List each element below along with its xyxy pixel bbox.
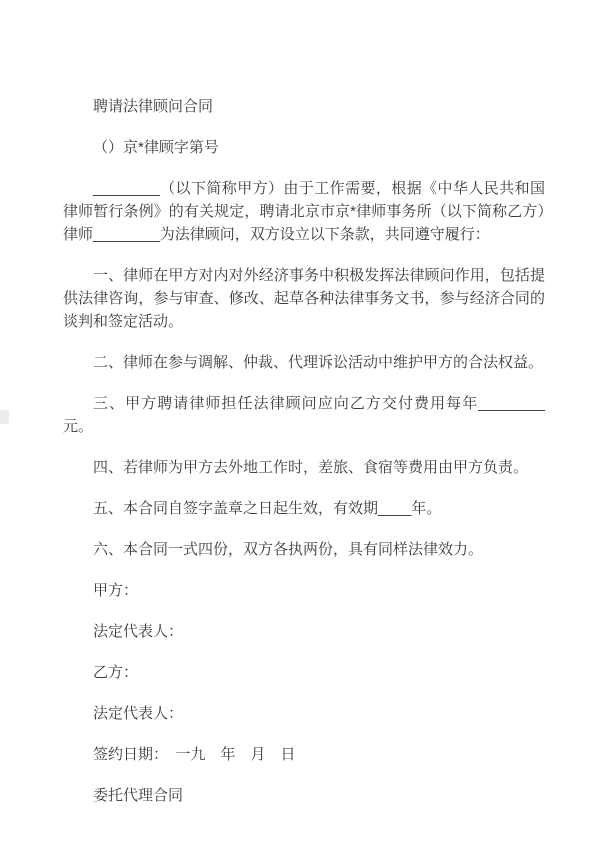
clause-2: 二、律师在参与调解、仲裁、代理诉讼活动中维护甲方的合法权益。: [93, 354, 544, 371]
party-a-line: 甲方：: [93, 582, 139, 599]
next-document-title: 委托代理合同: [93, 787, 184, 804]
clause-5: 五、本合同自签字盖章之日起生效，有效期____年。: [93, 500, 442, 517]
intro-paragraph: ________（以下简称甲方）由于工作需要，根据《中华人民共和国律师暂行条例》的有关规定，聘请北京市京*律师事务所（以下简称乙方）律师________为法律顾问，双方设立以下条款，共同遵守履行：: [63, 180, 545, 243]
contract-number: （）京*律顾字第号: [93, 139, 219, 156]
clause-1: 一、律师在甲方对内对外经济事务中积极发挥法律顾问作用，包括提供法律咨询，参与审查、修改、起草各种法律事务文书，参与经济合同的谈判和签定活动。: [63, 267, 545, 330]
scan-edge-artifact: [0, 410, 9, 424]
clause-3: 三、甲方聘请律师担任法律顾问应向乙方交付费用每年________元。: [63, 395, 545, 435]
party-b-line: 乙方：: [93, 664, 139, 681]
signing-date-line: 签约日期： 一九 年 月 日: [93, 746, 296, 763]
contract-body: [63, 95, 545, 825]
party-a-representative-line: 法定代表人：: [93, 623, 184, 640]
party-b-representative-line: 法定代表人：: [93, 705, 184, 722]
contract-title: 聘请法律顾问合同: [93, 98, 214, 115]
clause-6: 六、本合同一式四份，双方各执两份，具有同样法律效力。: [93, 541, 484, 558]
clause-4: 四、若律师为甲方去外地工作时，差旅、食宿等费用由甲方负责。: [93, 459, 529, 476]
